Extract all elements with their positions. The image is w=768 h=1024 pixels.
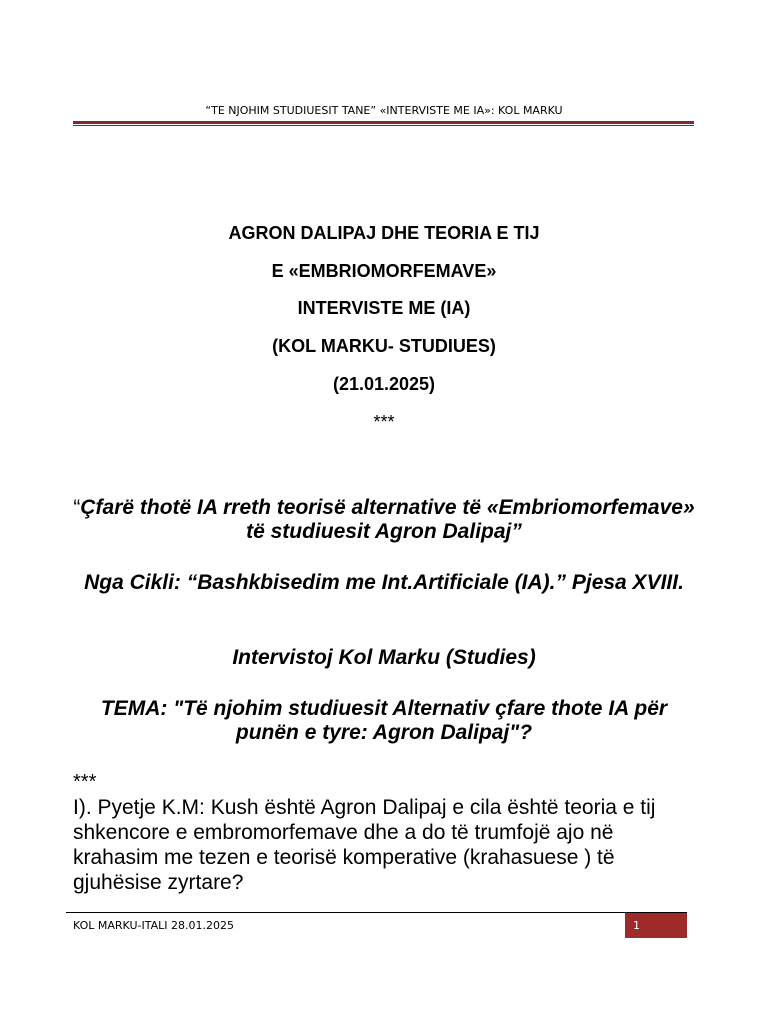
header-rule-thin (73, 125, 694, 126)
subtitle-cycle: Nga Cikli: “Bashkbisedim me Int.Artificiale (IA).” Pjesa XVIII. (84, 571, 684, 594)
footer-author-date: KOL MARKU-ITALI 28.01.2025 (73, 919, 234, 932)
title-line-2: E «EMBRIOMORFEMAVE» (271, 261, 497, 281)
footer-rule (66, 912, 687, 913)
header-rule-thick (73, 121, 694, 124)
title-line-3: INTERVISTE ME (IA) (297, 298, 471, 318)
subtitle-question-text: Çfarë thotë IA rreth teorisë alternative të «Embriomorfemave» të studiuesit Agron Dalipaj” (80, 496, 695, 543)
title-date: (21.01.2025) (332, 374, 436, 394)
title-separator: *** (373, 412, 395, 432)
open-quote: “ (73, 496, 81, 519)
subtitle-theme: TEMA: "Të njohim studiuesit Alternativ çfare thote IA për punën e tyre: Agron Dalipaj"? (100, 697, 668, 744)
subtitle-interviewer: Intervistoj Kol Marku (Studies) (232, 646, 536, 669)
title-line-4: (KOL MARKU- STUDIUES) (272, 336, 496, 356)
running-header: “TE NJOHIM STUDIUESIT TANE” «INTERVISTE ME IA»: KOL MARKU (205, 104, 563, 117)
question-paragraph: I). Pyetje K.M: Kush është Agron Dalipaj e cila është teoria e tij shkencore e embromorfemave dhe a do të trumfojë ajo në krahasim me tezen e teorisë komperative (krahasuese ) të gjuhësise zyrtare? (73, 796, 656, 894)
title-line-1: AGRON DALIPAJ DHE TEORIA E TIJ (228, 223, 540, 243)
subtitle-question-title (70, 496, 698, 544)
page-number: 1 (633, 919, 640, 932)
page-number-badge (625, 913, 687, 938)
body-separator: *** (73, 771, 97, 793)
